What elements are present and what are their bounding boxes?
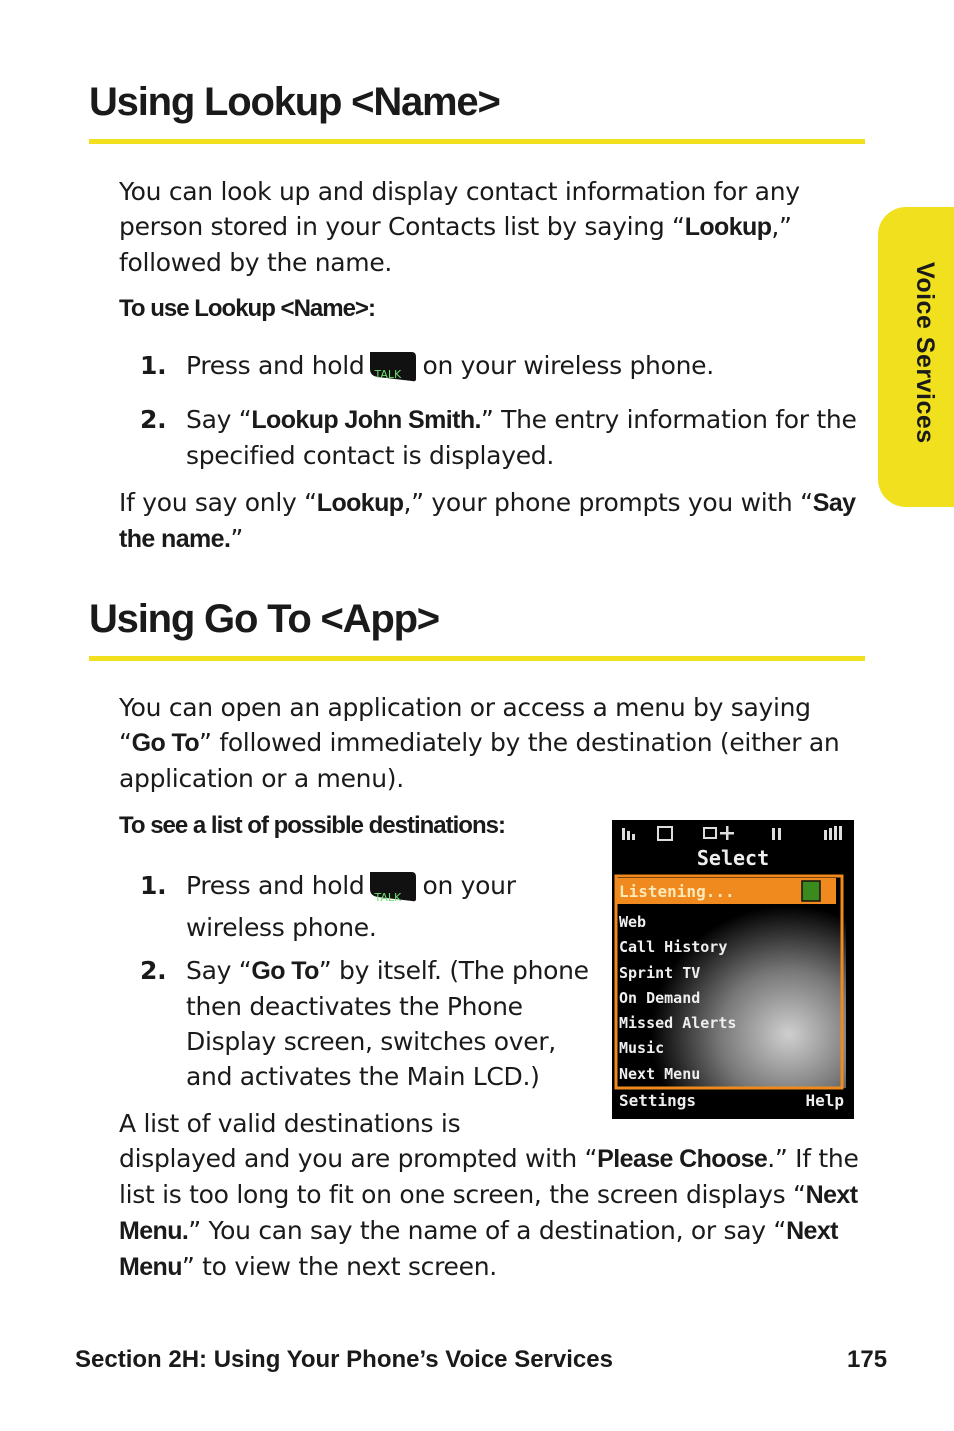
mic-icon [802, 881, 820, 901]
lookup-note: If you say only “Lookup,” your phone prompts you with “Say the name.” [119, 488, 856, 553]
phone-right-softkey: Help [805, 1091, 844, 1110]
page-title: Using Lookup <Name> [89, 80, 500, 124]
phone-menu-item: Web [619, 913, 647, 931]
section-title: Using Go To <App> [89, 597, 439, 641]
title-rule [89, 656, 865, 661]
phone-screen-title: Select [696, 846, 770, 870]
lookup-subheading: To use Lookup <Name>: [119, 295, 375, 322]
talk-key-icon: TALK [368, 869, 418, 902]
goto-intro: You can open an application or access a menu by saying “Go To” followed immediately by the destination (either an application or a menu). [119, 693, 840, 793]
phone-highlighted-item: Listening... [619, 882, 735, 901]
phone-left-softkey: Settings [619, 1091, 697, 1110]
lookup-intro: You can look up and display contact information for any person stored in your Contacts list by saying “Lookup,” followed by the name. [119, 177, 800, 277]
phone-menu-item: Call History [619, 938, 728, 957]
phone-menu-item: Music [619, 1039, 665, 1058]
phone-menu-item: Missed Alerts [619, 1014, 737, 1033]
phone-menu-item: Sprint TV [619, 963, 701, 982]
goto-closing: A list of valid destinations is displayed and you are prompted with “Please Choose.” If the list is too long to fit on one screen, the screen displays “Next Menu.” You can say the name of a destination, or say “Next Menu” to view the next screen. [119, 1109, 859, 1281]
footer-section: Section 2H: Using Your Phone’s Voice Services [75, 1346, 613, 1373]
phone-menu-list [619, 910, 736, 1087]
phone-menu-item: Next Menu [619, 1064, 701, 1083]
goto-subheading: To see a list of possible destinations: [119, 812, 505, 839]
page-number: 175 [847, 1346, 888, 1373]
talk-key-icon: TALK [368, 349, 418, 382]
side-tab-label: Voice Services [911, 262, 939, 444]
title-rule [89, 139, 865, 144]
phone-screenshot [612, 820, 854, 1119]
phone-menu-item: On Demand [619, 988, 701, 1007]
